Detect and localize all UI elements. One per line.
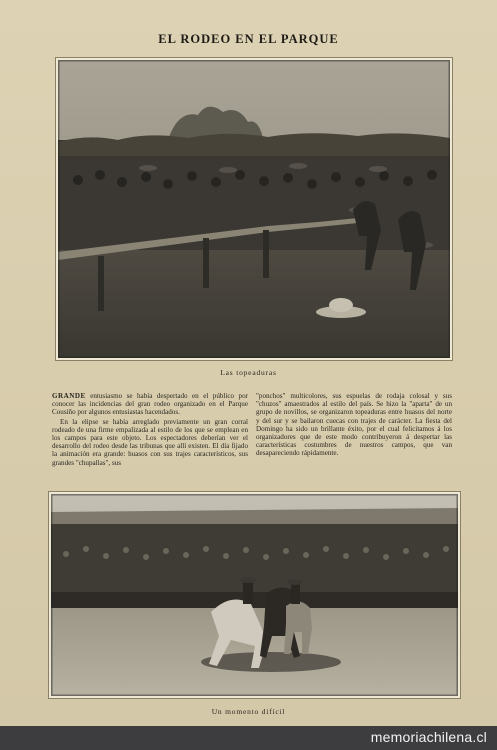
- paragraph-text: entusiasmo se había despertado en el público por conocer las incidencias del gran rodeo organizado en el Parque Cousiño por algunos entusiastas hacendados.: [52, 392, 248, 417]
- text-column-left: [52, 392, 248, 468]
- photo-topeaduras: [56, 58, 452, 360]
- paragraph: En la elipse se había arreglado previamente un gran corral rodeado de una firme empalizada al estilo de los que se emplean en los campos para este objeto. Los espectadores deberían ver el desarrollo del rodeo desde las tribunas que allí existen. El día fijado la animación era grande: huasos con sus trajes característicos, sus grandes "chupallas", sus: [52, 417, 248, 467]
- footer-bar: [0, 726, 497, 750]
- source-watermark[interactable]: memoriachilena.cl: [370, 729, 487, 745]
- text-column-right: [256, 392, 452, 459]
- article-title: EL RODEO EN EL PARQUE: [158, 32, 339, 46]
- paragraph: "ponchos" multicolores, sus espuelas de rodaja colosal y sus "chuzos" amaestrados al estilo del país. Se hizo la "aparta" de un grupo de novillos, se organizaron topeaduras entre huasos del norte y del sur y se bailaron cuecas con trajes de carácter. La fiesta del Domingo ha sido un brillante éxito, por el cual felicitamos á los organizadores que de este modo contribuyeron á despertar las características costumbres de nuestros campos, que van desapareciendo rápidamente.: [256, 392, 452, 458]
- photo1-caption: Las topeaduras: [220, 368, 277, 377]
- paragraph: [52, 392, 248, 417]
- photo-momento-dificil: [49, 492, 460, 698]
- photo2-caption: Un momento difícil: [211, 707, 286, 716]
- dropcap-word: GRANDE: [52, 392, 86, 400]
